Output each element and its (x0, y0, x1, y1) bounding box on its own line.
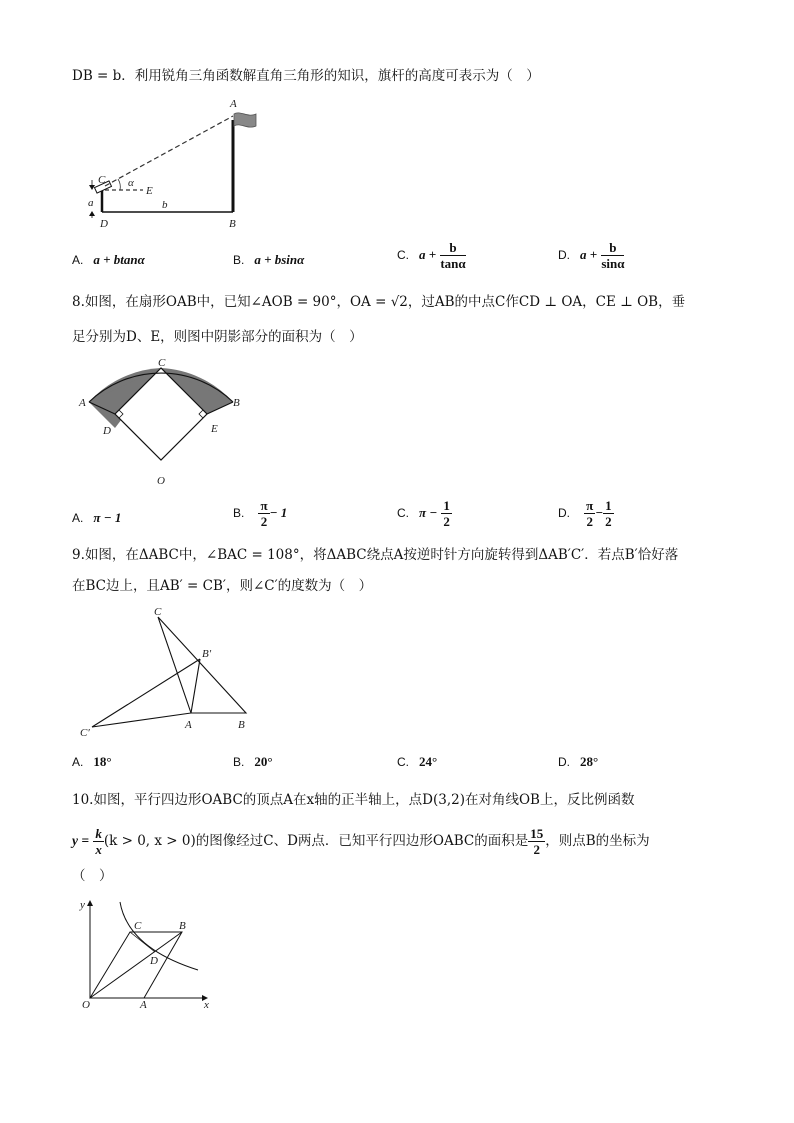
q9-label-C-prime: C′ (80, 727, 90, 738)
q7-option-c[interactable]: C. a + $\frac{b}{\tan\alpha}$ (397, 240, 466, 271)
q10-label-D: D (150, 955, 158, 967)
q8-stem-line2: 足分别为D、E，则图中阴影部分的面积为（ ） (72, 329, 363, 345)
q10-stem-line1: 10.如图，平行四边形OABC的顶点A在x轴的正半轴上，点D(3,2)在对角线OB上，反比例函数 (72, 792, 635, 808)
q7-option-b[interactable]: B. a + bsinα (233, 252, 305, 267)
q7-label-D: D (100, 218, 108, 230)
q7-option-a[interactable]: A. a + btanα (72, 252, 145, 267)
q9-label-C: C (154, 606, 162, 618)
q10-label-C: C (134, 920, 142, 932)
q8-label-C: C (158, 358, 166, 369)
q7-stem-line: DB = b．利用锐角三角函数解直角三角形的知识，旗杆的高度可表示为（ ） (72, 68, 540, 84)
q8-option-a[interactable]: A. π − 1 (72, 510, 122, 525)
q9-option-d[interactable]: D. 28° (558, 754, 599, 769)
q8-label-O: O (157, 475, 165, 487)
q10-area-fraction: $\frac{15}{2}$ (530, 826, 544, 857)
q10-label-y: y (80, 899, 85, 911)
q10-stem-line2: y = $\frac{k}{x}$ (k > 0, x > 0)的图像经过C、D两点．已知平行四边形OABC的面积是 $\frac{15}{2}$ ，则点B的坐标为 (72, 826, 650, 857)
q7-option-c-fraction: $\frac{b}{\tan\alpha}$ (440, 240, 466, 271)
q7-label-alpha: α (128, 177, 134, 189)
q8-label-B: B (233, 397, 240, 409)
q7-label-A: A (230, 98, 237, 110)
q7-option-d[interactable]: D. a + $\frac{b}{\sin\alpha}$ (558, 240, 625, 271)
q10-label-B: B (179, 920, 186, 932)
q8-label-A: A (79, 397, 86, 409)
q10-label-O: O (82, 999, 90, 1011)
q9-rotation-figure (78, 603, 268, 738)
q9-label-B-prime: B′ (202, 648, 212, 660)
q10-function-fraction: $\frac{k}{x}$ (95, 826, 102, 857)
q8-label-D: D (103, 425, 111, 437)
q10-stem-line3: （ ） (72, 868, 113, 884)
q7-label-a: a (88, 197, 94, 209)
q9-stem-line1: 9.如图，在ΔABC中，∠BAC = 108°，将ΔABC绕点A按逆时针方向旋转得到ΔAB′C′．若点B′恰好落 (72, 547, 679, 563)
q9-option-b[interactable]: B. 20° (233, 754, 273, 769)
q10-coordinate-figure (78, 898, 218, 1013)
q7-option-d-fraction: $\frac{b}{\sin\alpha}$ (601, 240, 625, 271)
q10-label-x: x (204, 999, 209, 1011)
q9-stem-line2: 在BC边上，且AB′ = CB′，则∠C′的度数为（ ） (72, 578, 373, 594)
q7-flagpole-figure (80, 92, 280, 237)
q7-label-b: b (162, 199, 168, 211)
q8-label-E: E (211, 423, 218, 435)
q8-stem-line1: 8.如图，在扇形OAB中，已知∠AOB = 90°，OA = √2，过AB的中点C作CD ⊥ OA，CE ⊥ OB，垂 (72, 294, 686, 310)
q8-option-c[interactable]: C. π − $\frac{1}{2}$ (397, 498, 450, 529)
q8-sector-figure (75, 358, 255, 493)
q8-option-d[interactable]: D. $\frac{\pi}{2}$ − $\frac{1}{2}$ (558, 498, 612, 529)
q7-label-E: E (146, 185, 153, 197)
q9-option-a[interactable]: A. 18° (72, 754, 112, 769)
q9-label-A: A (185, 719, 192, 731)
q9-label-B: B (238, 719, 245, 731)
q7-label-B: B (229, 218, 236, 230)
q10-label-A: A (140, 999, 147, 1011)
q7-label-C: C (98, 174, 106, 186)
q9-option-c[interactable]: C. 24° (397, 754, 438, 769)
q8-option-b[interactable]: B. $\frac{\pi}{2}$ − 1 (233, 498, 288, 529)
